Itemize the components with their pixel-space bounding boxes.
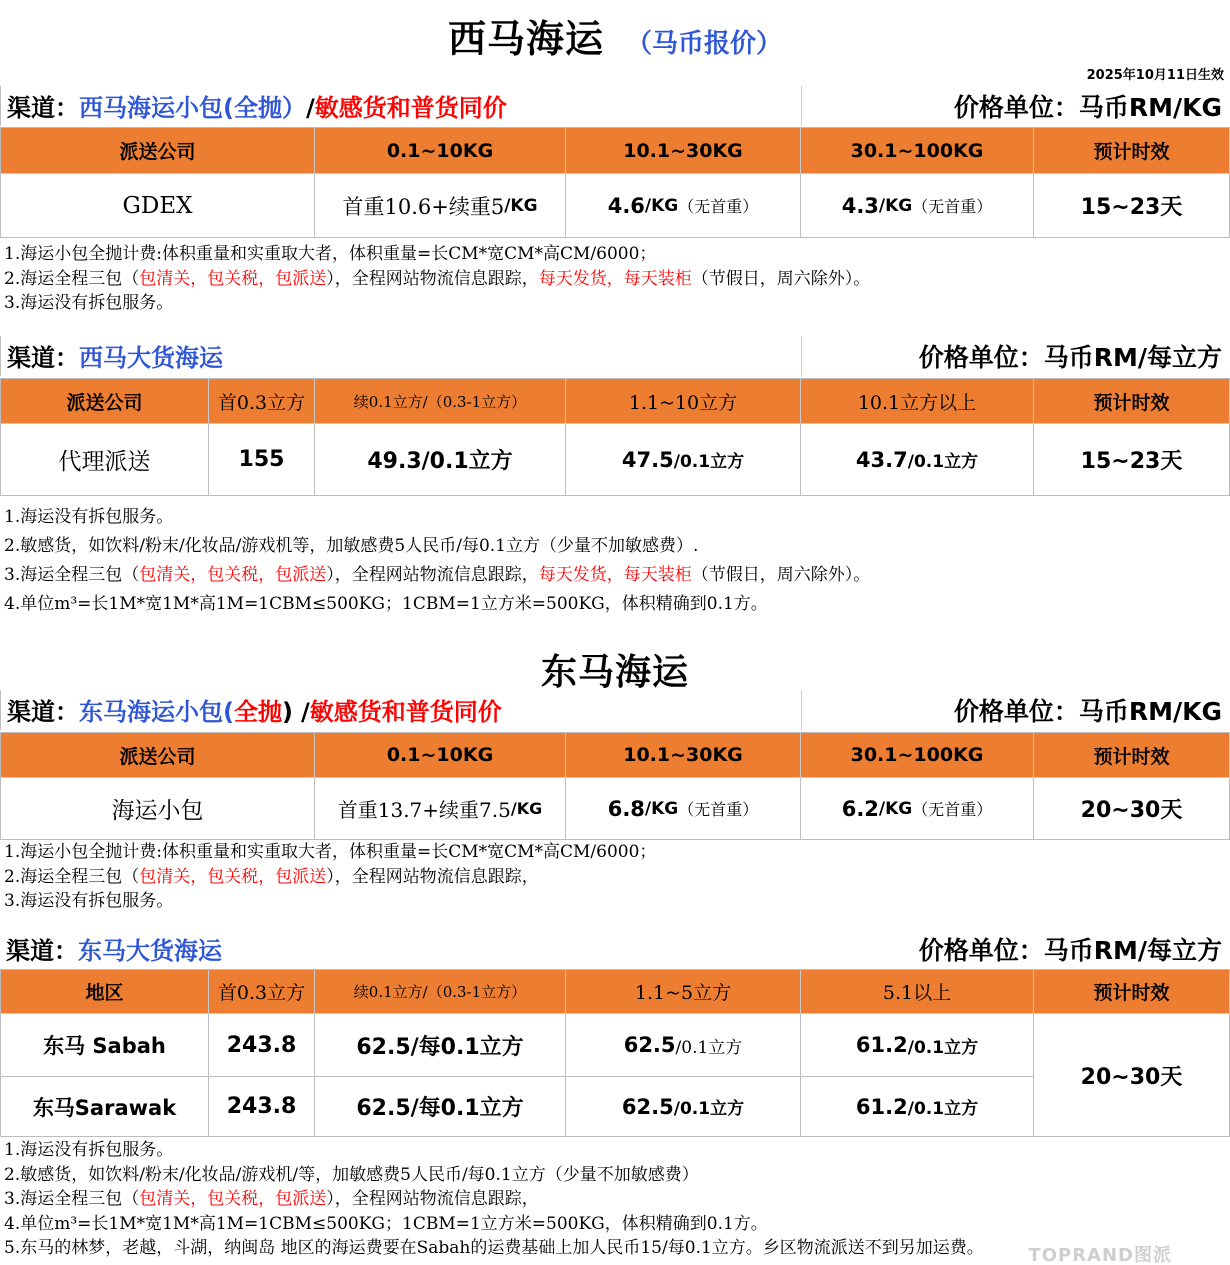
note-line: 4.单位m³=长1M*宽1M*高1M=1CBM≤500KG；1CBM=1立方米=500KG，体积精确到0.1方。 — [4, 594, 768, 614]
channel-name: 西马大货海运 — [79, 344, 223, 372]
eta-cell: 20~30天 — [1034, 1014, 1230, 1137]
table-row — [1, 174, 1230, 238]
price-note: （无首重） — [678, 800, 759, 819]
price-cell — [566, 424, 801, 496]
table-row — [1, 778, 1230, 840]
price-value: 首重13.7+续重7.5 — [337, 798, 511, 822]
notes-west-bulk — [4, 503, 1228, 619]
price-unit-suffix: /0.1立方 — [907, 452, 979, 472]
price-unit-suffix: /0.1立方 — [907, 1099, 979, 1119]
note-line: 2.海运全程三包（包清关，包关税，包派送），全程网站物流信息跟踪， — [4, 866, 539, 887]
price-value: 4.6 — [607, 193, 645, 218]
price-value: 47.5 — [621, 447, 674, 472]
table-header-row — [1, 970, 1230, 1014]
note-line: 2.敏感货，如饮料/粉末/化妆品/游戏机等，加敏感费5人民币/每0.1立方（少量不加敏感费）. — [4, 536, 699, 556]
eta-cell: 15~23天 — [1034, 174, 1230, 238]
price-cell — [801, 174, 1034, 238]
table-east-bulk — [0, 969, 1230, 1137]
price-cell — [801, 1077, 1034, 1137]
channel-row-east-bulk — [0, 929, 1230, 969]
note-line: 5.东马的林梦，老越，斗湖，纳闽岛 地区的海运费要在Sabah的运费基础上加人民币15/每0.1立方。乡区物流派送不到另加运费。 — [4, 1238, 984, 1258]
channel-name: 西马海运小包(全抛） — [79, 94, 306, 122]
header-cell: 续0.1立方/（0.3-1立方） — [315, 970, 566, 1014]
price-value: 6.2 — [841, 796, 879, 821]
price-cell — [801, 1014, 1034, 1077]
channel-name: 东马海运小包( — [79, 698, 234, 726]
eta-cell: 20~30天 — [1034, 778, 1230, 840]
header-cell: 预计时效 — [1034, 379, 1230, 424]
header-cell: 0.1~10KG — [315, 128, 566, 174]
channel-row-east-small — [0, 690, 1230, 730]
first-price-cell: 243.8 — [209, 1077, 315, 1137]
channel-row-west-bulk — [0, 336, 1230, 376]
note-line: 4.单位m³=长1M*宽1M*高1M=1CBM≤500KG；1CBM=1立方米=500KG，体积精确到0.1方。 — [4, 1213, 768, 1234]
price-value: 61.2 — [855, 1094, 908, 1119]
note-line: 2.敏感货，如饮料/粉末/化妆品/游戏机/等，加敏感费5人民币/每0.1立方（少量不加敏感费） — [4, 1164, 699, 1185]
price-value: 62.5 — [623, 1033, 676, 1057]
price-cell — [315, 778, 566, 840]
price-unit-suffix: /KG — [644, 195, 679, 216]
price-unit-suffix: /KG — [878, 195, 913, 216]
header-cell: 10.1立方以上 — [801, 379, 1034, 424]
price-value: 62.5 — [621, 1094, 674, 1119]
note-line: 3.海运没有拆包服务。 — [4, 293, 174, 313]
header-cell: 10.1~30KG — [566, 733, 801, 778]
price-unit: 价格单位：马币RM/每立方 — [918, 343, 1222, 372]
first-price-cell: 243.8 — [209, 1014, 315, 1077]
table-body — [1, 1014, 1230, 1137]
price-unit-suffix: /0.1立方 — [673, 452, 745, 472]
region-cell: 东马 Sabah — [1, 1014, 209, 1077]
channel-row-west-small — [0, 86, 1230, 126]
channel-label: 渠道： — [7, 698, 79, 726]
west-title: 西马海运 — [447, 17, 604, 61]
header-cell: 预计时效 — [1034, 970, 1230, 1014]
table-west-small — [0, 127, 1230, 238]
price-cell — [566, 1014, 801, 1077]
header-cell: 5.1以上 — [801, 970, 1034, 1014]
note-line: 2.海运全程三包（包清关，包关税，包派送），全程网站物流信息跟踪，每天发货，每天装柜（节假日，周六除外）。 — [4, 268, 871, 289]
price-cell — [315, 174, 566, 238]
channel-name-red: 全抛 — [233, 698, 282, 726]
header-cell: 1.1~10立方 — [566, 379, 801, 424]
table-row — [1, 1077, 1034, 1137]
divider — [801, 86, 802, 126]
header-cell: 10.1~30KG — [566, 128, 801, 174]
channel-title: 渠道：东马海运小包(全抛) /敏感货和普货同价 — [7, 698, 502, 726]
price-unit-suffix: /0.1立方 — [675, 1037, 743, 1058]
price-value: 43.7 — [855, 447, 908, 472]
channel-name: 东马大货海运 — [78, 937, 222, 965]
divider — [801, 336, 802, 376]
page-title — [0, 8, 1230, 63]
price-unit-suffix: /KG — [644, 798, 679, 819]
price-cell — [801, 424, 1034, 496]
price-value: 4.3 — [841, 193, 879, 218]
header-cell: 1.1~5立方 — [566, 970, 801, 1014]
header-cell: 派送公司 — [1, 733, 315, 778]
eta-cell: 15~23天 — [1034, 424, 1230, 496]
price-note: （无首重） — [678, 197, 759, 216]
channel-title — [7, 338, 223, 373]
first-price-cell: 155 — [209, 424, 315, 496]
table-rows — [1, 1014, 1034, 1137]
watermark: TOPRAND图派 — [1028, 1245, 1172, 1265]
notes-east-small — [4, 840, 1228, 914]
divider — [801, 690, 802, 730]
table-header-row — [1, 128, 1230, 174]
header-cell: 首0.3立方 — [209, 970, 315, 1014]
price-unit: 价格单位：马币RM/KG — [953, 697, 1222, 726]
header-cell: 派送公司 — [1, 379, 209, 424]
company-cell: 代理派送 — [1, 424, 209, 496]
price-note: （无首重） — [912, 197, 993, 216]
header-cell: 续0.1立方/（0.3-1立方） — [315, 379, 566, 424]
price-value: 首重10.6+续重5 — [342, 194, 505, 219]
price-unit: 价格单位：马币RM/KG — [953, 93, 1222, 122]
east-title: 东马海运 — [540, 652, 689, 693]
price-cell — [566, 778, 801, 840]
note-line: 3.海运全程三包（包清关，包关税，包派送），全程网站物流信息跟踪， — [4, 1189, 539, 1209]
channel-slash: / — [300, 698, 310, 726]
channel-label: 渠道： — [7, 344, 79, 372]
price-cell: 49.3/0.1立方 — [315, 424, 566, 496]
price-cell: 62.5/每0.1立方 — [315, 1077, 566, 1137]
channel-label: 渠道： — [7, 94, 79, 122]
channel-title — [7, 88, 507, 123]
price-unit-suffix: /0.1立方 — [673, 1099, 745, 1119]
channel-title — [6, 931, 222, 966]
header-cell: 0.1~10KG — [315, 733, 566, 778]
table-row — [1, 424, 1230, 496]
header-cell: 30.1~100KG — [801, 733, 1034, 778]
note-line: 3.海运没有拆包服务。 — [4, 891, 174, 911]
channel-note: 敏感货和普货同价 — [309, 698, 502, 726]
price-value: 61.2 — [855, 1033, 908, 1057]
table-header-row — [1, 379, 1230, 424]
price-unit-suffix: /KG — [510, 799, 543, 818]
channel-slash: / — [305, 94, 315, 122]
table-row — [1, 1014, 1034, 1077]
channel-label: 渠道： — [6, 937, 78, 965]
table-header-row — [1, 733, 1230, 778]
price-value: 6.8 — [607, 796, 645, 821]
channel-note: 敏感货和普货同价 — [314, 94, 507, 122]
price-cell — [566, 1077, 801, 1137]
note-line: 1.海运小包全抛计费:体积重量和实重取大者，体积重量=长CM*宽CM*高CM/6000； — [4, 842, 657, 862]
note-line: 3.海运全程三包（包清关，包关税，包派送），全程网站物流信息跟踪，每天发货，每天装柜（节假日，周六除外）。 — [4, 565, 871, 585]
note-line: 1.海运小包全抛计费:体积重量和实重取大者，体积重量=长CM*宽CM*高CM/6000； — [4, 244, 657, 264]
note-line: 1.海运没有拆包服务。 — [4, 1140, 174, 1160]
price-unit-suffix: /KG — [878, 798, 913, 819]
west-subtitle: （马币报价） — [626, 29, 783, 59]
table-west-bulk — [0, 378, 1230, 496]
header-cell: 预计时效 — [1034, 733, 1230, 778]
price-cell — [801, 778, 1034, 840]
notes-west-small — [4, 242, 1228, 316]
price-note: （无首重） — [912, 800, 993, 819]
price-unit-suffix: /KG — [504, 195, 538, 216]
company-cell: 海运小包 — [1, 778, 315, 840]
note-line: 1.海运没有拆包服务。 — [4, 507, 174, 527]
region-cell: 东马Sarawak — [1, 1077, 209, 1137]
effective-date: 2025年10月11日生效 — [1086, 68, 1224, 83]
price-cell — [566, 174, 801, 238]
price-unit-suffix: /0.1立方 — [907, 1037, 979, 1058]
header-cell: 预计时效 — [1034, 128, 1230, 174]
price-unit: 价格单位：马币RM/每立方 — [918, 936, 1222, 965]
company-cell: GDEX — [1, 174, 315, 238]
price-cell: 62.5/每0.1立方 — [315, 1014, 566, 1077]
table-east-small — [0, 732, 1230, 840]
header-cell: 首0.3立方 — [209, 379, 315, 424]
header-cell: 地区 — [1, 970, 209, 1014]
header-cell: 30.1~100KG — [801, 128, 1034, 174]
header-cell: 派送公司 — [1, 128, 315, 174]
